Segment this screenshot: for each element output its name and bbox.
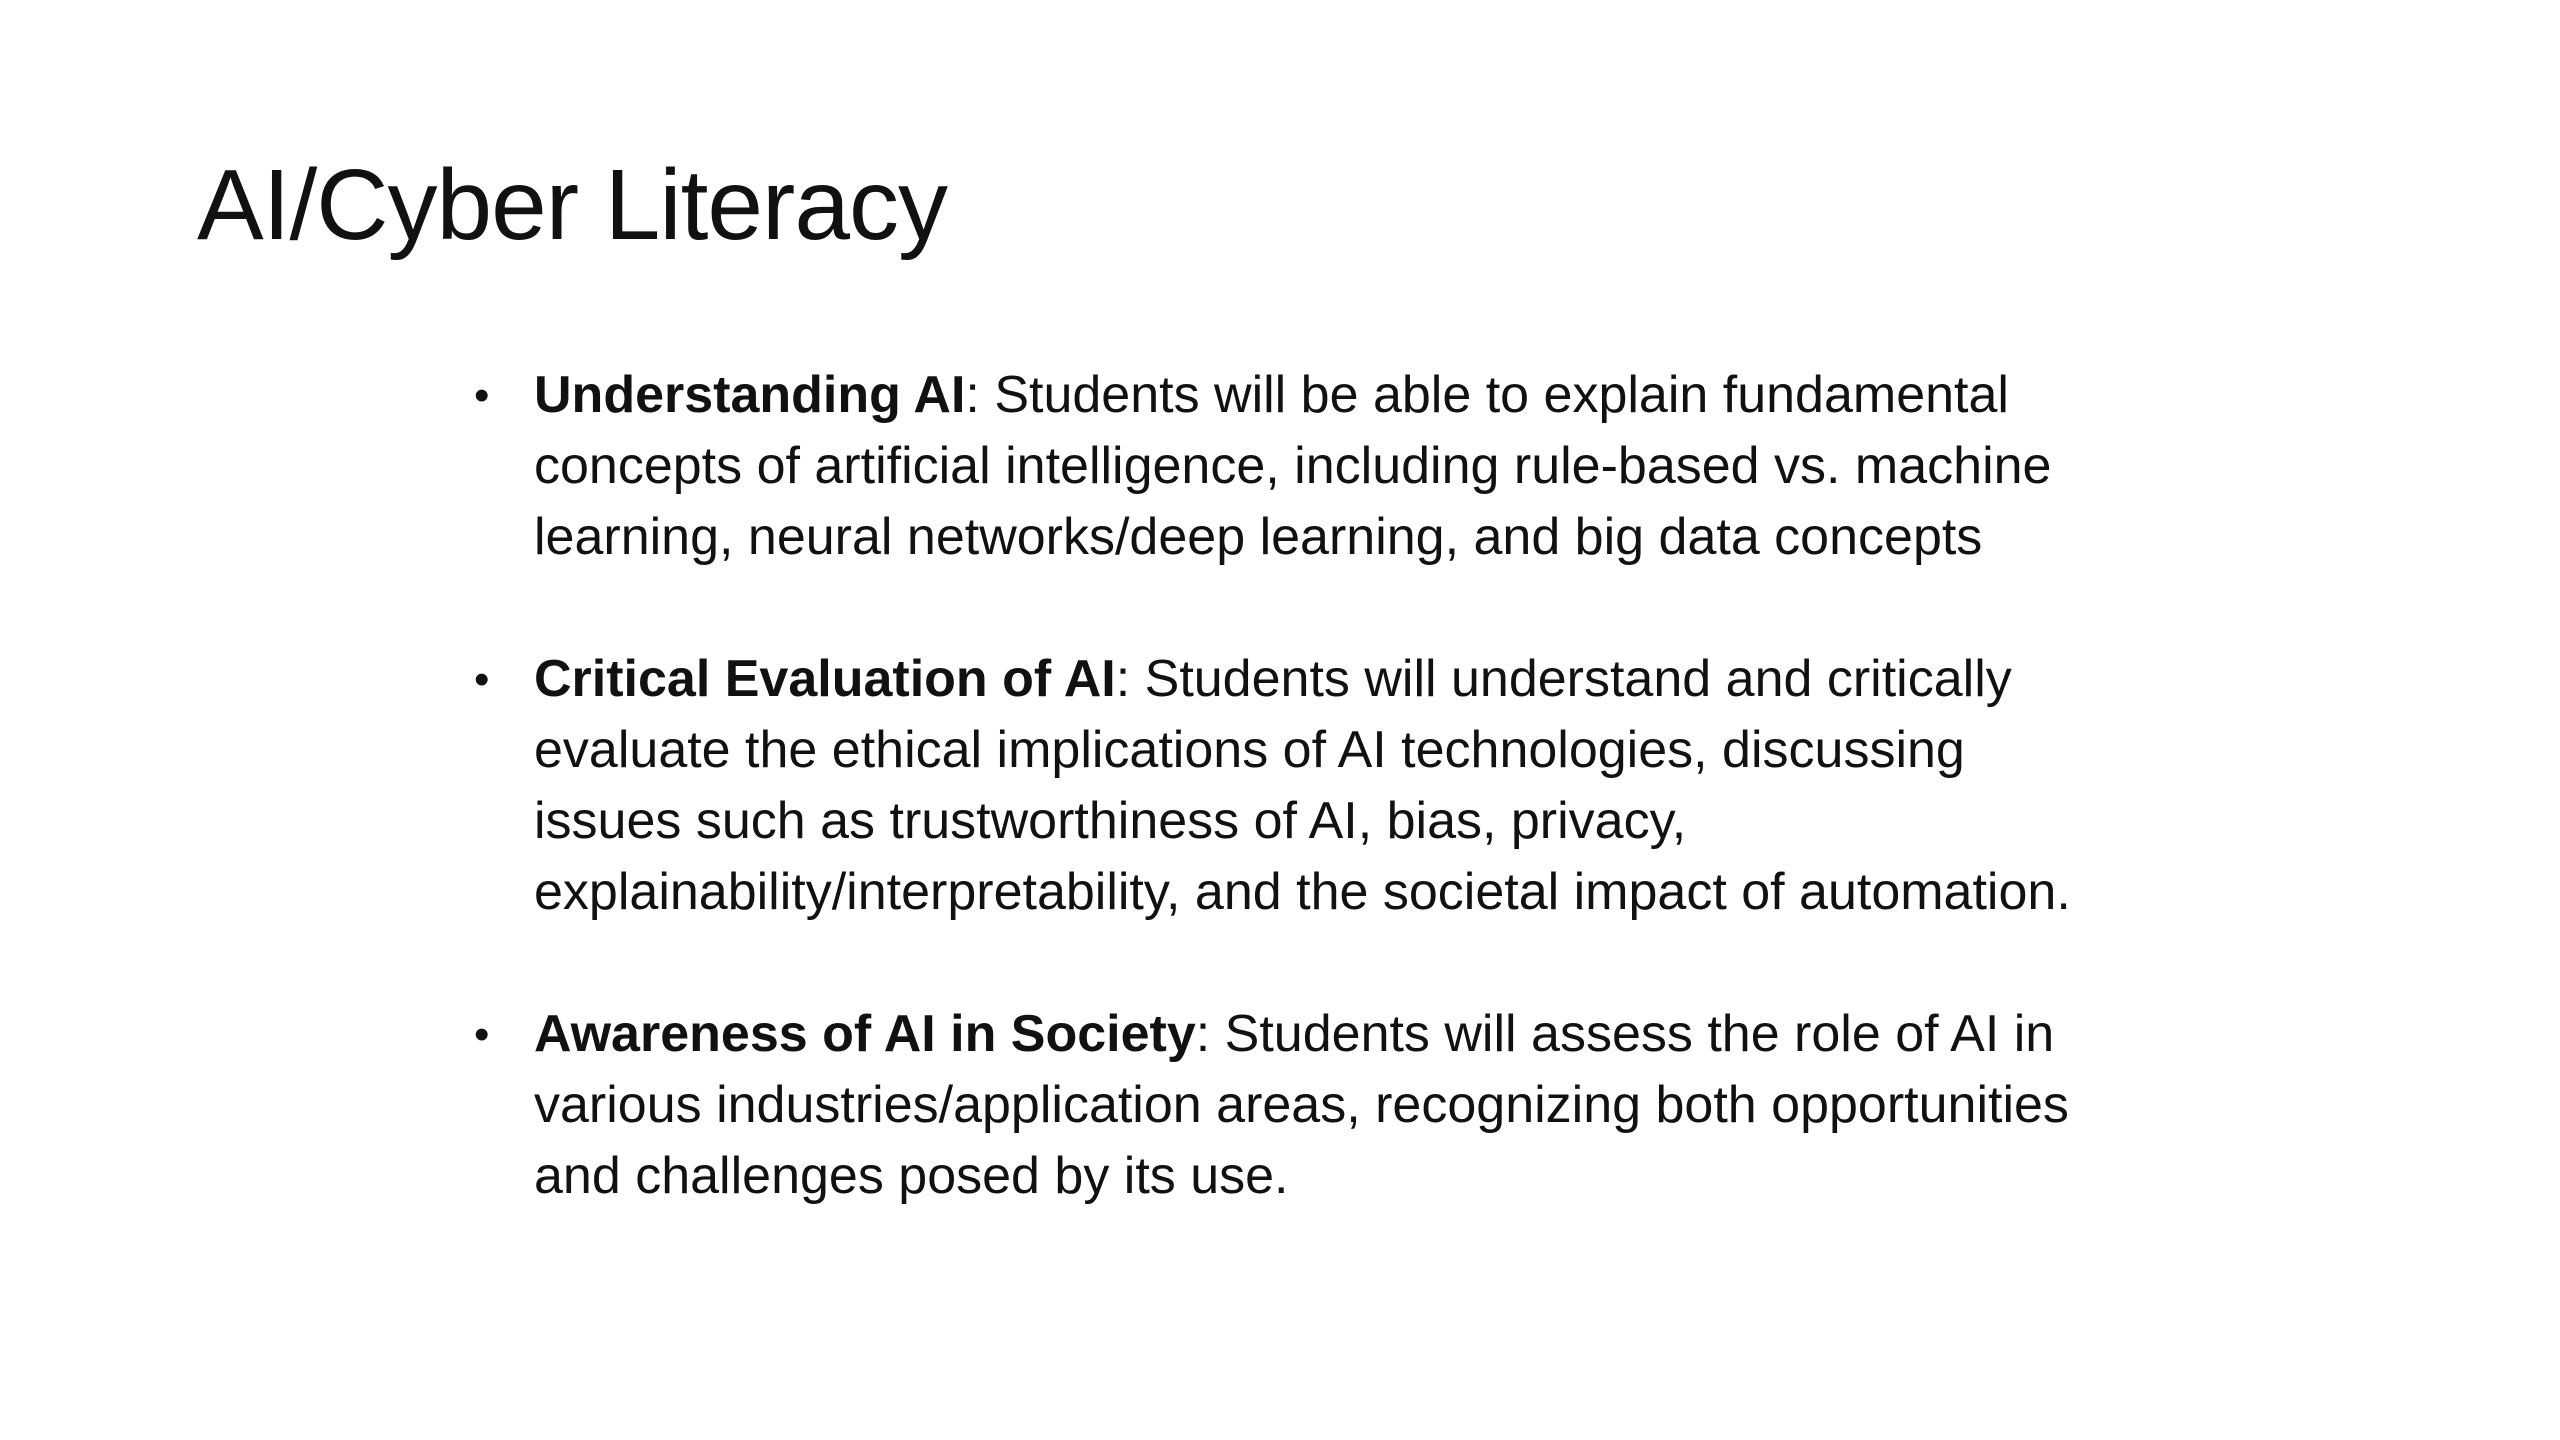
bullet-term: Awareness of AI in Society: [534, 1005, 1196, 1063]
bullet-text: : Students will understand and critically evaluate the ethical implications of AI technologies, discussing issues such as trustworthiness of AI, bias, privacy, explainability/interpretability, and the societal impact of automation.: [534, 650, 2071, 921]
bullet-marker: •: [474, 371, 490, 420]
bullet-marker: •: [474, 1010, 490, 1059]
bullet-list: [470, 360, 2120, 1212]
slide-title: AI/Cyber Literacy: [197, 149, 947, 261]
bullet-item-critical-evaluation: [470, 644, 2120, 928]
bullet-term: Critical Evaluation of AI: [534, 650, 1116, 708]
bullet-item-understanding-ai: [470, 360, 2120, 573]
bullet-text: : Students will be able to explain fundamental concepts of artificial intelligence, including rule-based vs. machine learning, neural networks/deep learning, and big data concepts: [534, 366, 2052, 566]
bullet-term: Understanding AI: [534, 366, 966, 424]
bullet-item-awareness-in-society: [470, 999, 2120, 1212]
bullet-text: : Students will assess the role of AI in various industries/application areas, recognizing both opportunities and challenges posed by its use.: [534, 1005, 2069, 1205]
bullet-marker: •: [474, 655, 490, 704]
